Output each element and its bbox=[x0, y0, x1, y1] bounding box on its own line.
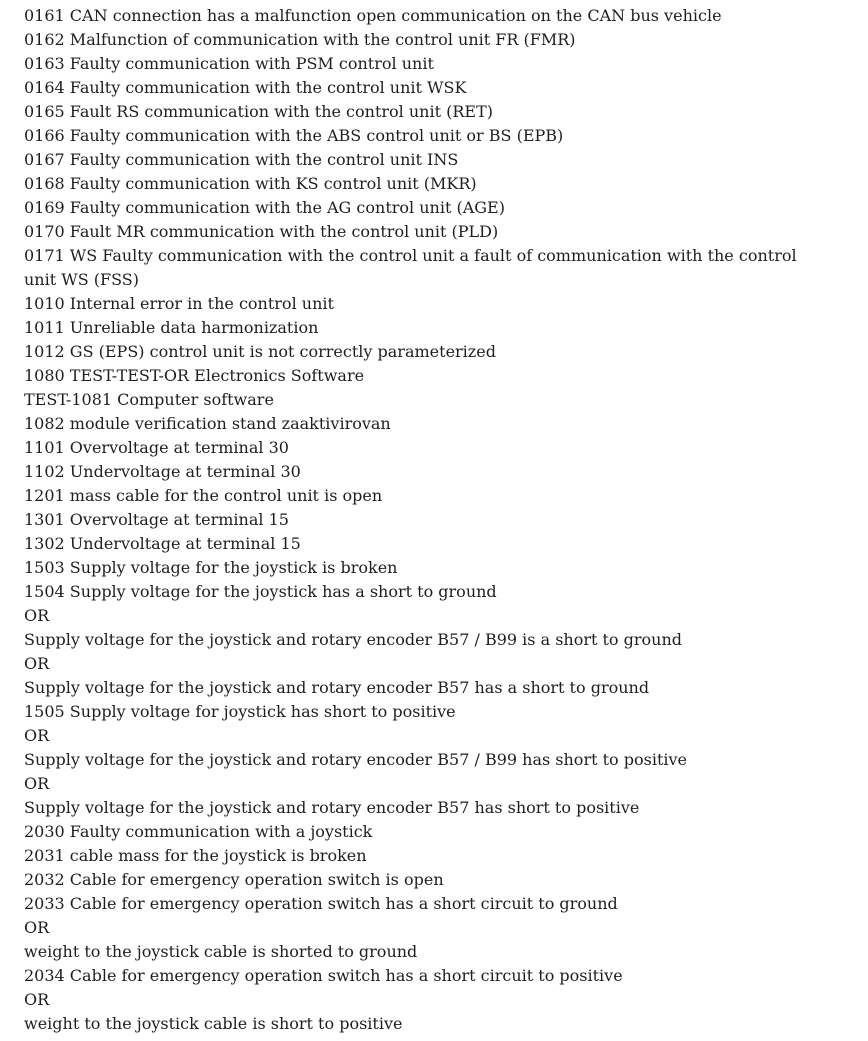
or-separator: OR bbox=[24, 606, 50, 625]
fault-code-line: 1504 Supply voltage for the joystick has a short to ground bbox=[24, 582, 497, 601]
fault-code-line: 1012 GS (EPS) control unit is not correctly parameterized bbox=[24, 342, 496, 361]
fault-code-line: 1503 Supply voltage for the joystick is broken bbox=[24, 558, 398, 577]
or-separator: OR bbox=[24, 726, 50, 745]
fault-code-line: weight to the joystick cable is short to positive bbox=[24, 1014, 403, 1033]
or-separator: OR bbox=[24, 654, 50, 673]
fault-code-line: 0162 Malfunction of communication with the control unit FR (FMR) bbox=[24, 30, 576, 49]
fault-code-line: 1082 module verification stand zaaktivirovan bbox=[24, 414, 391, 433]
fault-code-line: 0163 Faulty communication with PSM control unit bbox=[24, 54, 434, 73]
fault-code-line: 2031 cable mass for the joystick is broken bbox=[24, 846, 367, 865]
or-separator: OR bbox=[24, 990, 50, 1009]
fault-code-line: 2032 Cable for emergency operation switch is open bbox=[24, 870, 444, 889]
fault-code-line: 0169 Faulty communication with the AG control unit (AGE) bbox=[24, 198, 505, 217]
fault-code-line: 1201 mass cable for the control unit is open bbox=[24, 486, 383, 505]
fault-code-line: Supply voltage for the joystick and rotary encoder B57 has a short to ground bbox=[24, 678, 650, 697]
fault-code-line: Supply voltage for the joystick and rotary encoder B57 has short to positive bbox=[24, 798, 640, 817]
fault-code-line: 0170 Fault MR communication with the control unit (PLD) bbox=[24, 222, 499, 241]
fault-code-line: Supply voltage for the joystick and rotary encoder B57 / B99 is a short to ground bbox=[24, 630, 683, 649]
or-separator: OR bbox=[24, 918, 50, 937]
fault-code-line: 0167 Faulty communication with the control unit INS bbox=[24, 150, 459, 169]
fault-code-line: 1301 Overvoltage at terminal 15 bbox=[24, 510, 289, 529]
fault-code-line: 2033 Cable for emergency operation switch has a short circuit to ground bbox=[24, 894, 618, 913]
fault-code-line: 0165 Fault RS communication with the control unit (RET) bbox=[24, 102, 493, 121]
fault-code-line: Supply voltage for the joystick and rotary encoder B57 / B99 has short to positive bbox=[24, 750, 688, 769]
fault-code-line: 1505 Supply voltage for joystick has short to positive bbox=[24, 702, 456, 721]
or-separator: OR bbox=[24, 774, 50, 793]
fault-code-line: 1101 Overvoltage at terminal 30 bbox=[24, 438, 289, 457]
fault-code-line: 1011 Unreliable data harmonization bbox=[24, 318, 319, 337]
fault-code-line: 1080 TEST-TEST-OR Electronics Software bbox=[24, 366, 365, 385]
fault-code-line: 0168 Faulty communication with KS control unit (MKR) bbox=[24, 174, 477, 193]
fault-code-line: 0166 Faulty communication with the ABS control unit or BS (EPB) bbox=[24, 126, 564, 145]
fault-code-line: 0164 Faulty communication with the control unit WSK bbox=[24, 78, 467, 97]
fault-code-line: 1010 Internal error in the control unit bbox=[24, 294, 334, 313]
fault-code-line: weight to the joystick cable is shorted to ground bbox=[24, 942, 418, 961]
fault-code-line: 0161 CAN connection has a malfunction open communication on the CAN bus vehicle bbox=[24, 6, 722, 25]
fault-code-list bbox=[24, 4, 824, 1036]
fault-code-line: 2034 Cable for emergency operation switch has a short circuit to positive bbox=[24, 966, 623, 985]
fault-code-line: TEST-1081 Computer software bbox=[24, 390, 274, 409]
fault-code-line: 1302 Undervoltage at terminal 15 bbox=[24, 534, 301, 553]
fault-code-line: 0171 WS Faulty communication with the control unit a fault of communication with the control unit WS (FSS) bbox=[24, 246, 797, 289]
fault-code-line: 1102 Undervoltage at terminal 30 bbox=[24, 462, 301, 481]
fault-code-line: 2030 Faulty communication with a joystick bbox=[24, 822, 373, 841]
